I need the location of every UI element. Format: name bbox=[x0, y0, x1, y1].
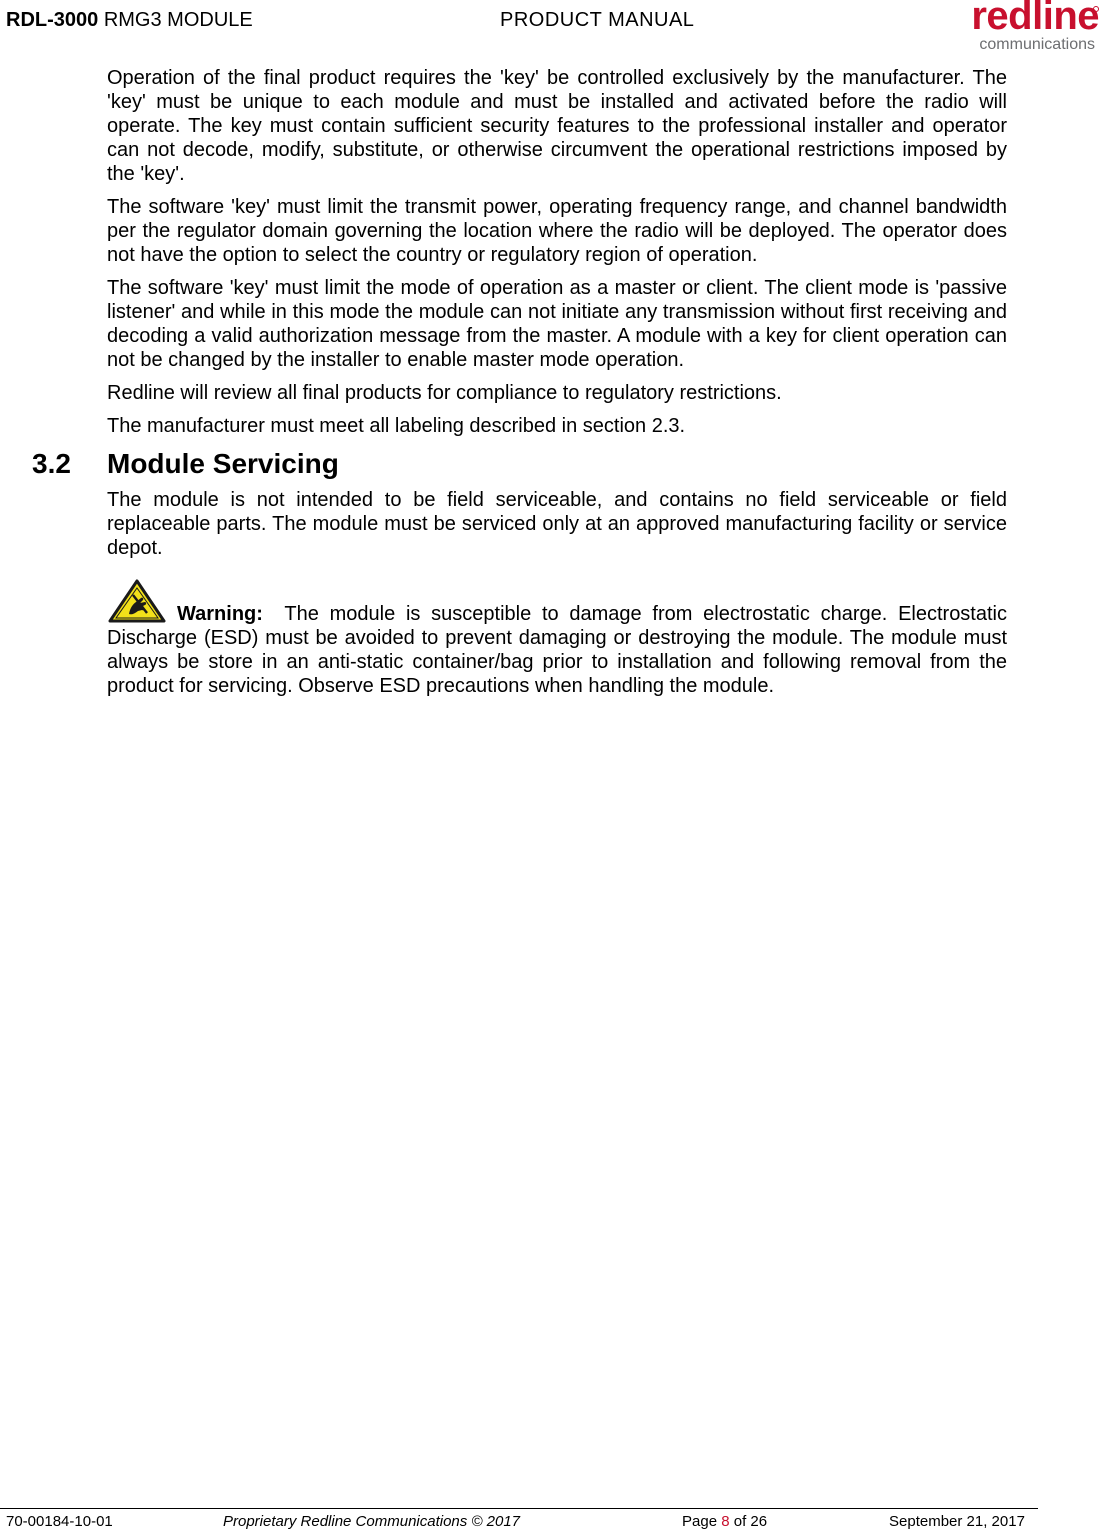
header-doc-code: RDL-3000 bbox=[6, 9, 99, 31]
section-number: 3.2 bbox=[32, 448, 71, 479]
footer-divider bbox=[0, 1508, 1038, 1509]
intro-paragraph-2: The software 'key' must limit the transmit power, operating frequency range, and channel bandwidth per the regulator domain governing the location where the radio will be deployed. The operator does not have the option to select the country or regulatory region of operation. bbox=[107, 196, 1007, 266]
intro-paragraph-4: Redline will review all final products for compliance to regulatory restrictions. bbox=[107, 382, 782, 404]
redline-logo bbox=[959, 0, 1099, 60]
header-doc-title bbox=[6, 8, 253, 32]
header-doc-module: RMG3 MODULE bbox=[103, 9, 253, 31]
page-total: of 26 bbox=[733, 1513, 768, 1530]
footer-page-number bbox=[682, 1513, 767, 1530]
section-title: Module Servicing bbox=[107, 448, 339, 479]
page-current: 8 bbox=[721, 1513, 730, 1530]
logo-subtitle: communications bbox=[979, 36, 1095, 53]
section-heading bbox=[32, 447, 1007, 481]
page-header bbox=[0, 0, 1105, 60]
footer-date: September 21, 2017 bbox=[889, 1513, 1025, 1530]
intro-paragraph-1: Operation of the final product requires the 'key' be controlled exclusively by the manufacturer. The 'key' must be unique to each module and must be installed and activated before the radio will operate. The key must contain sufficient security features to the professional installer and operator can not decode, modify, substitute, or otherwise circumvent the operational restrictions imposed by the 'key'. bbox=[107, 67, 1007, 185]
esd-warning-icon bbox=[107, 578, 167, 624]
page-prefix: Page bbox=[682, 1513, 718, 1530]
footer-copyright: Proprietary Redline Communications © 2017 bbox=[223, 1513, 521, 1530]
page-content bbox=[32, 66, 1007, 698]
intro-paragraph-3: The software 'key' must limit the mode of operation as a master or client. The client mode is 'passive listener' and while in this mode the module can not initiate any transmission without first receiving and decoding a valid authorization message from the master. A module with a key for client operation can not be changed by the installer to enable master mode operation. bbox=[107, 277, 1007, 371]
logo-wordmark: redline bbox=[971, 0, 1099, 38]
header-doc-type: PRODUCT MANUAL bbox=[500, 9, 695, 31]
warning-label: Warning: bbox=[177, 603, 263, 625]
page-footer bbox=[0, 1508, 1105, 1531]
footer-doc-number: 70-00184-10-01 bbox=[6, 1513, 113, 1530]
intro-paragraph-5: The manufacturer must meet all labeling described in section 2.3. bbox=[107, 415, 686, 437]
esd-warning bbox=[107, 578, 1007, 698]
section-paragraph: The module is not intended to be field serviceable, and contains no field serviceable or field replaceable parts. The module must be serviced only at an approved manufacturing facility or service depot. bbox=[107, 489, 1007, 559]
warning-text: The module is susceptible to damage from electrostatic charge. Electrostatic Discharge (ESD) must be avoided to prevent damaging or destroying the module. The module must always be store in an anti-static container/bag prior to installation and following removal from the product for servicing. Observe ESD precautions when handling the module. bbox=[107, 603, 1007, 697]
registered-mark-icon bbox=[1093, 6, 1099, 12]
